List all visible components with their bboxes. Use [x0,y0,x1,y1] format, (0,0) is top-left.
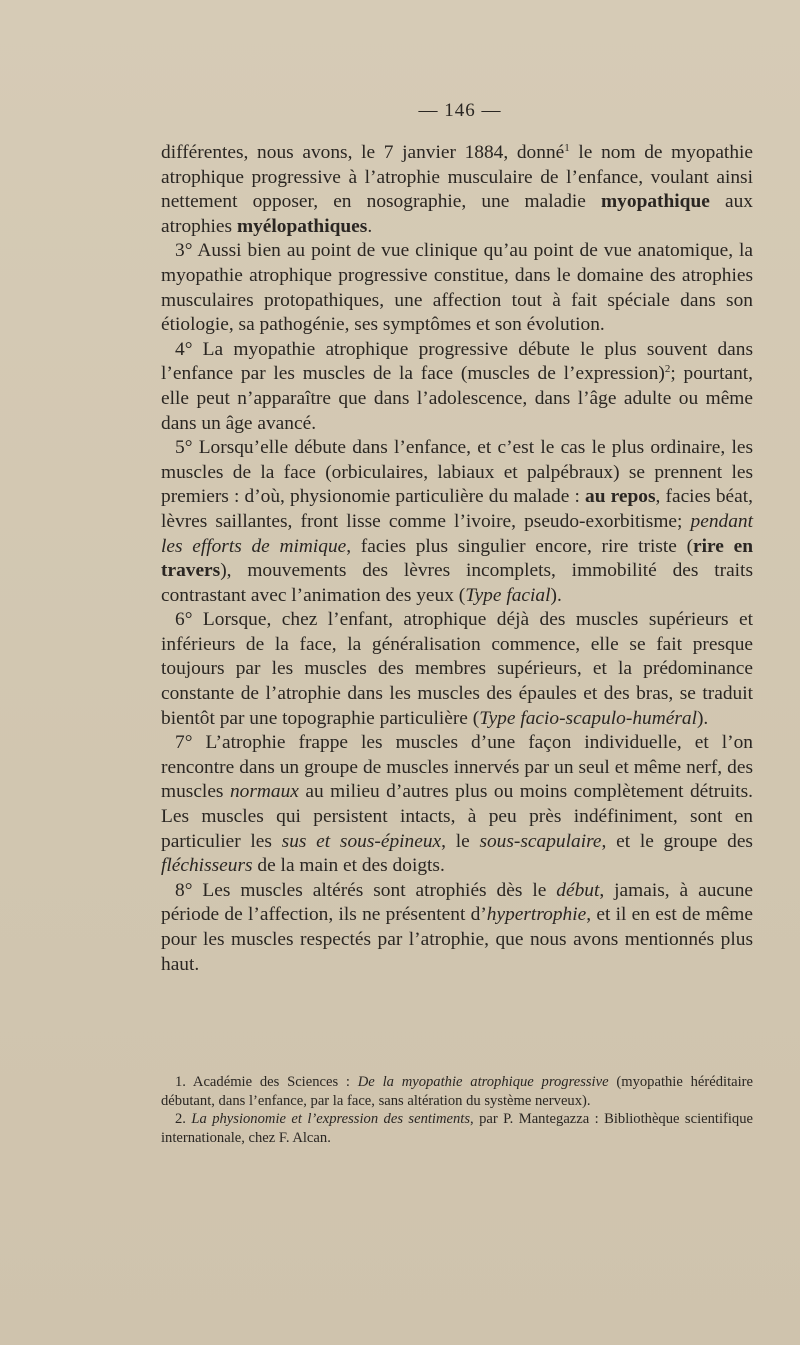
paragraph-1: différentes, nous avons, le 7 janvier 1884, donné$^1$ le nom de myopathie atrophique progressive à l’atrophie musculaire de l’enfance, voulant ainsi nettement opposer, en nosographie, une maladie myopathique aux atrophies myélopathiques. [161,142,754,237]
footnote-2: 2. La physionomie et l’expression des sentiments, par P. Mantegazza : Bibliothèque scientifique internationale, chez F. Alcan. [161,1111,754,1146]
paragraph-5: 6° Lorsque, chez l’enfant, atrophique déjà des muscles supérieurs et inférieurs de la face, la généralisation commence, elle se fait presque toujours par les muscles des membres supérieurs, et la prédominance constante de l’atrophie dans les muscles des épaules et des bras, se traduit bientôt par une topographie particulière (Type facio-scapulo-huméral). [161,609,753,729]
footnote-1: 1. Académie des Sciences : De la myopathie atrophique progressive (myopathie héréditaire débutant, dans l’enfance, par la face, sans altération du système nerveux). [161,1074,753,1109]
footnotes [161,1073,753,1147]
footnote-ref-1: 1 [564,142,570,154]
paragraph-2: 3° Aussi bien au point de vue clinique qu’au point de vue anatomique, la myopathie atrophique progressive constitue, dans le domaine des atrophies musculaires protopathiques, une affection tout à fait spéciale dans son étiologie, sa pathogénie, ses symptômes et son évolution. [161,240,753,336]
paragraph-3: 4° La myopathie atrophique progressive débute le plus souvent dans l’enfance par les muscles de la face (muscles de l’expression)$^2$; pourtant, elle peut n’apparaître que dans l’adolescence, dans l’âge adulte ou même dans un âge avancé. [161,338,754,434]
paragraph-4: 5° Lorsqu’elle débute dans l’enfance, et c’est le cas le plus ordinaire, les muscles de la face (orbiculaires, labiaux et palpébraux) se prennent les premiers : d’où, physionomie particulière du malade : au repos, facies béat, lèvres saillantes, front lisse comme l’ivoire, pseudo-exorbitisme; pendant les efforts de mimique, facies plus singulier encore, rire triste (rire en travers), mouvements des lèvres incomplets, immobilité des traits contrastant avec l’animation des yeux (Type facial). [161,437,754,606]
body-text [161,141,753,977]
footnote-ref-2: 2 [664,363,671,376]
paragraph-7: 8° Les muscles altérés sont atrophiés dès le début, jamais, à aucune période de l’affection, ils ne présentent d’hypertrophie, et il en est de même pour les muscles respectés par l’atrophie, que nous avons mentionnés plus haut. [161,879,753,975]
page-number: — 146 — [418,100,502,121]
paragraph-6: 7° L’atrophie frappe les muscles d’une façon individuelle, et l’on rencontre dans un groupe de muscles innervés par un seul et même nerf, des muscles normaux au milieu d’autres plus ou moins complètement détruits. Les muscles qui persistent intacts, à peu près indéfiniment, sont en particulier les sus et sous-épineux, le sous-scapulaire, et le groupe des fléchisseurs de la main et des doigts. [161,732,753,877]
